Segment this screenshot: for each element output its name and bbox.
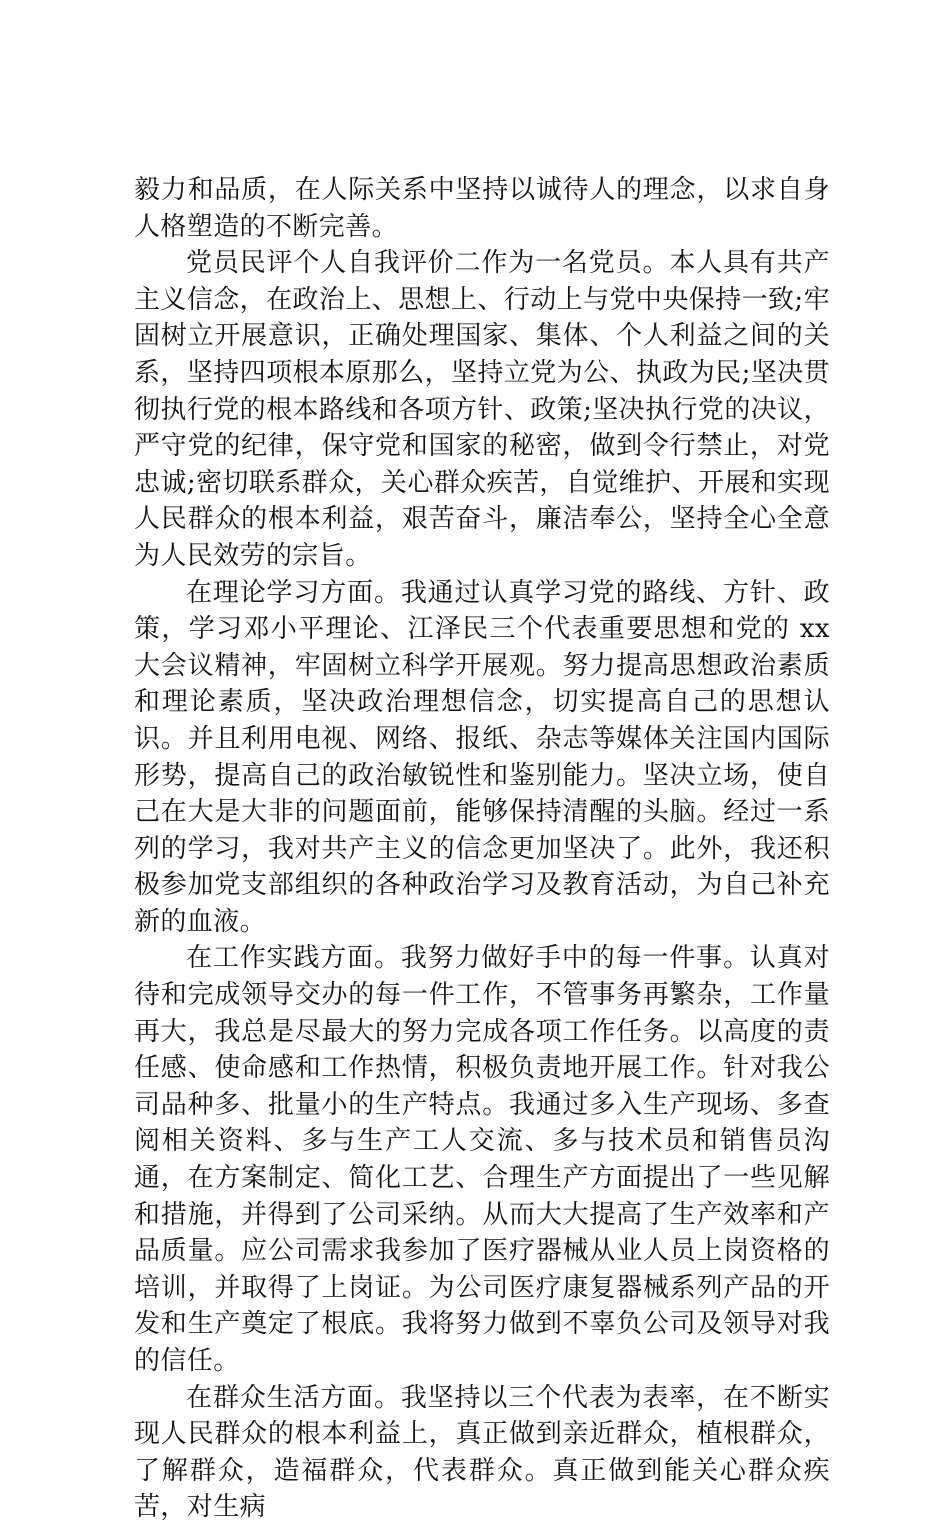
paragraph-continuation: 毅力和品质，在人际关系中坚持以诚待人的理念，以求自身人格塑造的不断完善。 [134,175,830,242]
document-body [134,172,830,1526]
paragraph-theory-study: 在理论学习方面。我通过认真学习党的路线、方针、政策，学习邓小平理论、江泽民三个代表重要思想和党的 xx 大会议精神，牢固树立科学开展观。努力提高思想政治素质和理论素质，坚决政治理想信念，切实提高自己的思想认识。并且利用电视、网络、报纸、杂志等媒体关注国内国际形势，提高自己的政治敏锐性和鉴别能力。坚决立场，使自己在大是大非的问题面前，能够保持清醒的头脑。经过一系列的学习，我对共产主义的信念更加坚决了。此外，我还积极参加党支部组织的各种政治学习及教育活动，为自己补充新的血液。 [134,577,830,937]
paragraph-self-evaluation: 党员民评个人自我评价二作为一名党员。本人具有共产主义信念，在政治上、思想上、行动上与党中央保持一致;牢固树立开展意识，正确处理国家、集体、个人利益之间的关系，坚持四项根本原那么，坚持立党为公、执政为民;坚决贯彻执行党的根本路线和各项方针、政策;坚决执行党的决议，严守党的纪律，保守党和国家的秘密，做到令行禁止，对党忠诚;密切联系群众，关心群众疾苦，自觉维护、开展和实现人民群众的根本利益，艰苦奋斗，廉洁奉公，坚持全心全意为人民效劳的宗旨。 [134,248,830,571]
paragraph-mass-life: 在群众生活方面。我坚持以三个代表为表率，在不断实现人民群众的根本利益上，真正做到亲近群众，植根群众，了解群众，造福群众，代表群众。真正做到能关心群众疾苦，对生病 [134,1382,830,1523]
paragraph-work-practice: 在工作实践方面。我努力做好手中的每一件事。认真对待和完成领导交办的每一件工作，不管事务再繁杂，工作量再大，我总是尽最大的努力完成各项工作任务。以高度的责任感、使命感和工作热情，积极负责地开展工作。针对我公司品种多、批量小的生产特点。我通过多入生产现场、多查阅相关资料、多与生产工人交流、多与技术员和销售员沟通，在方案制定、简化工艺、合理生产方面提出了一些见解和措施，并得到了公司采纳。从而大大提高了生产效率和产品质量。应公司需求我参加了医疗器械从业人员上岗资格的培训，并取得了上岗证。为公司医疗康复器械系列产品的开发和生产奠定了根底。我将努力做到不辜负公司及领导对我的信任。 [134,943,830,1376]
